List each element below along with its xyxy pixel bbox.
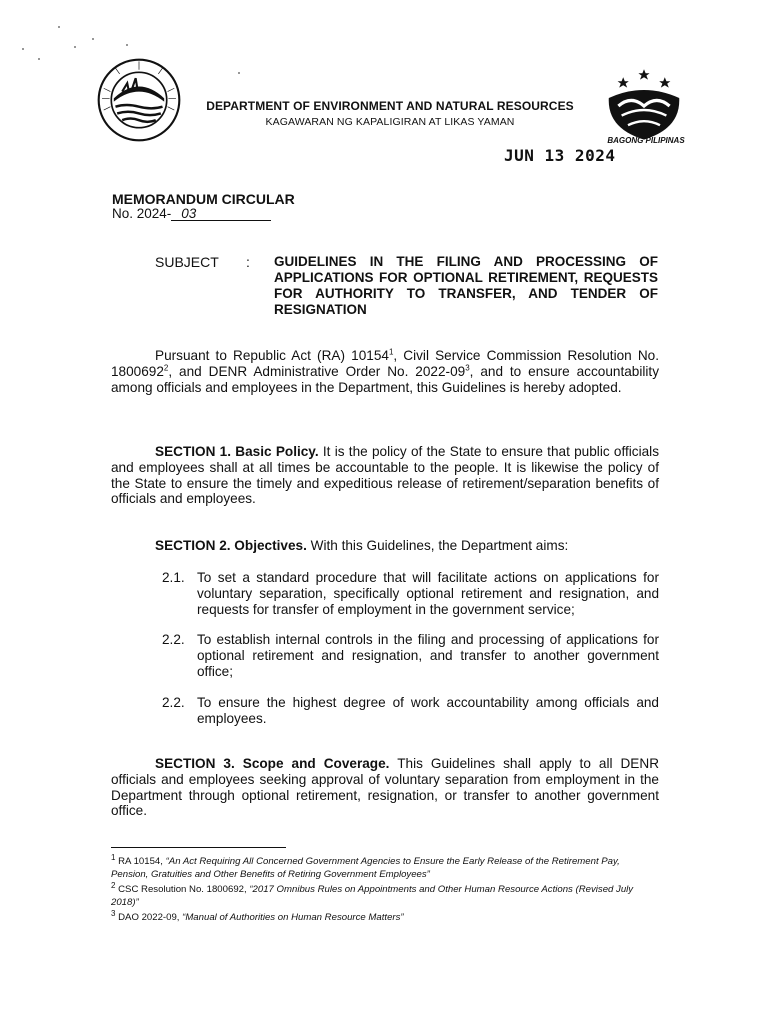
section-2-paragraph bbox=[111, 538, 659, 554]
scan-speck bbox=[74, 46, 76, 48]
department-name: DEPARTMENT OF ENVIRONMENT AND NATURAL RESOURCES bbox=[206, 99, 574, 113]
subject-label: SUBJECT bbox=[155, 254, 219, 270]
footnote-prefix: RA 10154, bbox=[118, 856, 166, 867]
footnote-title: “An Act Requiring All Concerned Government Agencies to Ensure the Early Release of the Retirement Pay, Pension, Gratuities and Other Benefits of Retiring Government Employees” bbox=[111, 856, 620, 880]
footnote-divider bbox=[111, 847, 286, 848]
section-2-heading: SECTION 2. Objectives. bbox=[155, 538, 307, 553]
scan-speck bbox=[238, 72, 240, 74]
footnote-ref: 3 bbox=[465, 363, 470, 373]
memo-title: MEMORANDUM CIRCULAR bbox=[112, 191, 295, 207]
section-2-text: With this Guidelines, the Department aims: bbox=[306, 538, 569, 553]
bagong-pilipinas-logo bbox=[604, 66, 684, 142]
footnote-mark: 2 bbox=[111, 880, 116, 890]
objective-text: To establish internal controls in the filing and processing of applications for optional retirement and resignation, and transfer to another government office; bbox=[197, 632, 659, 679]
intro-paragraph bbox=[111, 348, 659, 395]
footnote-mark: 1 bbox=[111, 852, 116, 862]
intro-text: , Civil Service Commission Resolution No. 1800692 bbox=[111, 348, 659, 379]
objective-text: To set a standard procedure that will facilitate actions on applications for voluntary separation, specifically optional retirement and resignation, and requests for transfer of employment in the government service; bbox=[197, 570, 659, 617]
memo-number-prefix: No. 2024- bbox=[112, 206, 172, 221]
subject-text: GUIDELINES IN THE FILING AND PROCESSING OF APPLICATIONS FOR OPTIONAL RETIREMENT, REQUESTS FOR AUTHORITY TO TRANSFER, AND TENDER OF RESIGNATION bbox=[274, 254, 658, 317]
objective-number: 2.1. bbox=[162, 570, 185, 585]
objective-number: 2.2. bbox=[162, 632, 185, 647]
section-3-paragraph bbox=[111, 756, 659, 819]
received-date-stamp: JUN 13 2024 bbox=[504, 146, 616, 165]
scan-speck bbox=[22, 48, 24, 50]
section-3-text: This Guidelines shall apply to all DENR officials and employees seeking approval of voluntary separation from employment in the Department through optional retirement, resignation, or transfer to another government office. bbox=[111, 756, 660, 819]
footnote-ref: 1 bbox=[388, 347, 394, 357]
objective-text: To ensure the highest degree of work accountability among officials and employees. bbox=[197, 695, 659, 726]
footnote-prefix: DAO 2022-09, bbox=[118, 912, 183, 923]
section-1-paragraph bbox=[111, 444, 659, 507]
section-3-heading: SECTION 3. Scope and Coverage. bbox=[155, 756, 390, 771]
scan-speck bbox=[38, 58, 40, 60]
department-name-filipino: KAGAWARAN NG KAPALIGIRAN AT LIKAS YAMAN bbox=[265, 116, 515, 128]
denr-seal-logo bbox=[97, 58, 181, 142]
objective-number: 2.2. bbox=[162, 695, 185, 710]
scan-speck bbox=[92, 38, 94, 40]
intro-text: , and to ensure accountability among officials and employees in the Department, this Guidelines is hereby adopted. bbox=[111, 363, 659, 395]
footnote-mark: 3 bbox=[111, 908, 116, 918]
section-1-heading: SECTION 1. Basic Policy. bbox=[155, 444, 319, 459]
footnote-prefix: CSC Resolution No. 1800692, bbox=[118, 884, 250, 895]
subject-colon: : bbox=[246, 254, 250, 270]
bagong-pilipinas-text: BAGONG PILIPINAS bbox=[607, 136, 685, 145]
intro-text: Pursuant to Republic Act (RA) 10154 bbox=[155, 348, 389, 363]
footnote-3 bbox=[111, 908, 659, 924]
scan-speck bbox=[58, 26, 60, 28]
memo-number bbox=[112, 206, 271, 221]
footnote-ref: 2 bbox=[163, 363, 169, 373]
footnote-title: “2017 Omnibus Rules on Appointments and Other Human Resource Actions (Revised July 2018)” bbox=[111, 884, 634, 908]
footnote-1 bbox=[111, 852, 659, 881]
scan-speck bbox=[126, 44, 128, 46]
memo-number-value: 03 bbox=[171, 207, 271, 221]
footnote-title: “Manual of Authorities on Human Resource Matters” bbox=[182, 912, 404, 923]
section-1-text: It is the policy of the State to ensure that public officials and employees shall at all times be accountable to the people. It is likewise the policy of the State to ensure the timely and expeditious release of retirement/separation benefits of officials and employees. bbox=[111, 444, 659, 507]
footnote-2 bbox=[111, 880, 659, 909]
intro-text: , and DENR Administrative Order No. 2022-09 bbox=[168, 363, 466, 379]
